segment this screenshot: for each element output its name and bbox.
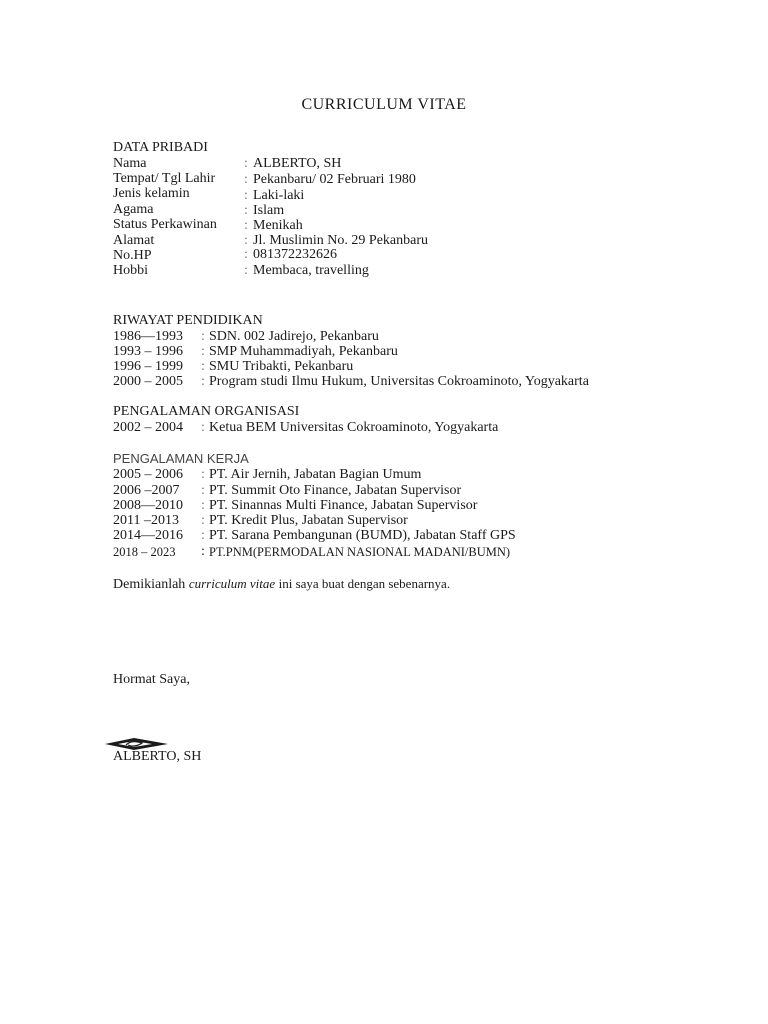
work-position: PT.PNM(PERMODALAN NASIONAL MADANI/BUMN) [209, 545, 511, 559]
personal-value: Jl. Muslimin No. 29 Pekanbaru [253, 233, 428, 248]
closing-italic: curriculum vitae [188, 576, 276, 591]
education-years: 2000 – 2005 [113, 374, 183, 389]
colon: : [244, 218, 248, 233]
organization-role: Ketua BEM Universitas Cokroaminoto, Yogyakarta [209, 420, 499, 435]
closing-suffix: ini saya buat dengan sebenarnya. [278, 576, 451, 591]
colon: : [201, 528, 205, 543]
work-position: PT. Sinannas Multi Finance, Jabatan Supervisor [209, 498, 478, 513]
colon: : [201, 544, 205, 559]
personal-value: Membaca, travelling [253, 263, 369, 278]
colon: : [201, 498, 205, 513]
document-title: CURRICULUM VITAE [301, 96, 467, 113]
work-years: 2005 – 2006 [113, 467, 183, 482]
education-years: 1986—1993 [113, 329, 183, 344]
personal-value: Pekanbaru/ 02 Februari 1980 [253, 172, 416, 187]
section-heading-education: RIWAYAT PENDIDIKAN [113, 313, 263, 328]
colon: : [244, 263, 248, 278]
education-school: SDN. 002 Jadirejo, Pekanbaru [209, 329, 379, 344]
education-years: 1993 – 1996 [113, 344, 183, 359]
regards-text: Hormat Saya, [113, 672, 190, 687]
personal-label: Alamat [113, 233, 155, 248]
colon: : [244, 172, 248, 187]
personal-label: Hobbi [113, 263, 148, 278]
colon: : [244, 247, 248, 262]
personal-label: Tempat/ Tgl Lahir [113, 171, 216, 186]
colon: : [201, 467, 205, 482]
work-position: PT. Sarana Pembangunan (BUMD), Jabatan Staff GPS [209, 528, 516, 543]
colon: : [201, 374, 205, 389]
organization-years: 2002 – 2004 [113, 420, 183, 435]
work-years: 2006 –2007 [113, 483, 180, 498]
personal-label: Agama [113, 202, 154, 217]
education-school: Program studi Ilmu Hukum, Universitas Cokroaminoto, Yogyakarta [209, 374, 589, 389]
education-school: SMU Tribakti, Pekanbaru [209, 359, 354, 374]
work-position: PT. Summit Oto Finance, Jabatan Supervisor [209, 483, 462, 498]
colon: : [244, 233, 248, 248]
colon: : [244, 203, 248, 218]
work-position: PT. Kredit Plus, Jabatan Supervisor [209, 513, 408, 528]
colon: : [201, 420, 205, 435]
education-school: SMP Muhammadiyah, Pekanbaru [209, 344, 398, 359]
personal-value: 081372232626 [253, 247, 337, 262]
work-years: 2018 – 2023 [113, 545, 176, 559]
section-heading-work: PENGALAMAN KERJA [113, 451, 249, 466]
work-position: PT. Air Jernih, Jabatan Bagian Umum [209, 467, 422, 482]
closing-statement [113, 576, 450, 593]
closing-prefix: Demikianlah [113, 577, 186, 592]
colon: : [201, 513, 205, 528]
personal-label: Jenis kelamin [113, 186, 190, 201]
personal-label: Status Perkawinan [113, 217, 217, 232]
section-heading-personal: DATA PRIBADI [113, 140, 208, 155]
section-heading-organization: PENGALAMAN ORGANISASI [113, 404, 300, 419]
colon: : [201, 483, 205, 498]
personal-label: Nama [113, 156, 147, 171]
personal-label: No.HP [113, 248, 152, 263]
colon: : [244, 156, 248, 171]
personal-value: Laki-laki [253, 188, 305, 203]
work-years: 2008—2010 [113, 498, 183, 513]
education-years: 1996 – 1999 [113, 359, 183, 374]
personal-value: Islam [253, 203, 285, 218]
colon: : [244, 188, 248, 203]
colon: : [201, 359, 205, 374]
signature-name: ALBERTO, SH [113, 749, 202, 764]
personal-value: ALBERTO, SH [253, 156, 342, 171]
work-years: 2011 –2013 [113, 513, 179, 528]
colon: : [201, 344, 205, 359]
personal-value: Menikah [253, 218, 303, 233]
colon: : [201, 329, 205, 344]
work-years: 2014—2016 [113, 528, 183, 543]
